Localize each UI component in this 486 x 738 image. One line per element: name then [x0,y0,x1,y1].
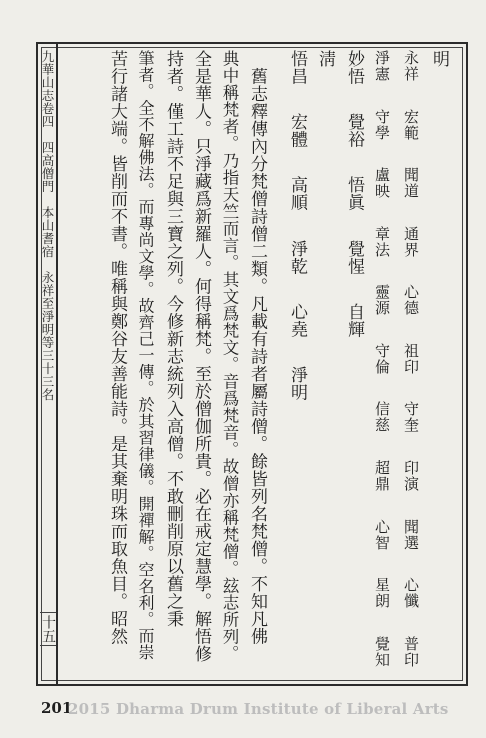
monk-name: 淨乾 [287,239,307,275]
name-column-1 [400,50,422,667]
monk-name: 守奎 [402,401,420,433]
commentary-line-3: 全是華人。只淨藏爲新羅人。何得稱梵。至於僧伽所貴。必在戒定慧學。解悟修 [191,50,211,663]
commentary-line-5: 筆者。全不解佛法。而專尚文學。故齊己一傳。於其習律儀。開禪解。空名利。而崇 [136,50,155,661]
page-number: 201 [41,699,73,717]
commentary-line-6: 苦行諸大端。皆削而不書。唯稱與鄭谷友善能詩。是其棄明珠而取魚目。昭然 [107,50,127,645]
monk-name: 宏範 [402,108,420,140]
name-column-3 [343,50,365,338]
dynasty-heading-qing [314,50,336,68]
commentary-line-2: 典中稱梵者。乃指天竺而言。其文爲梵文。音爲梵音。故僧亦稱梵僧。玆志所列。 [220,50,239,662]
copyright-watermark: 2015 Dharma Drum Institute of Liberal Arts [68,700,449,718]
monk-name: 普印 [402,635,420,667]
monk-name: 守學 [373,108,391,140]
monk-name: 通界 [402,225,420,257]
monk-name: 聞選 [402,518,420,550]
monk-name: 超鼎 [373,460,391,492]
name-column-2 [371,50,393,667]
monk-name: 覺知 [373,635,391,667]
monk-name: 永祥 [402,50,420,82]
monk-name: 高順 [287,176,307,212]
monk-name: 盧映 [373,167,391,199]
dynasty-label: 明 [429,50,449,68]
monk-name: 祖印 [402,342,420,375]
dynasty-heading-ming [428,50,450,68]
dynasty-label: 淸 [315,50,335,68]
monk-name: 覺惺 [344,239,364,275]
commentary-line-1: 舊志釋傳內分梵僧詩僧二類。凡載有詩者屬詩僧。餘皆列名梵僧。不知凡佛 [247,50,267,645]
monk-name: 淨明 [287,366,307,402]
monk-name: 妙悟 [344,50,364,86]
monk-name: 心智 [373,518,391,550]
monk-name: 聞道 [402,167,420,199]
monk-name: 覺裕 [344,113,364,149]
monk-name: 印演 [402,460,420,492]
running-title: 九華山志卷四 四高僧門 本山耆宿 永祥至淨明等三十三名 [40,50,55,401]
monk-name: 心德 [402,284,420,316]
monk-name: 宏體 [287,113,307,149]
monk-name: 悟眞 [344,176,364,212]
monk-name: 心懺 [402,577,420,609]
monk-name: 自輝 [344,302,364,339]
monk-name: 信慈 [373,401,391,433]
monk-name: 守倫 [373,342,391,375]
commentary-line-4: 持者。僅工詩不足與三寶之列。今修新志統列入高僧。不敢刪削原以舊之秉 [163,50,183,628]
monk-name: 淨憲 [373,50,391,82]
monk-name: 悟昌 [287,50,307,86]
name-column-4 [286,50,308,401]
monk-name: 章法 [373,225,391,257]
monk-name: 星朗 [373,577,391,609]
margin-rule [56,43,58,684]
leaf-number: 十五 [40,612,56,646]
monk-name: 靈源 [373,284,391,316]
monk-name: 心堯 [287,302,307,339]
